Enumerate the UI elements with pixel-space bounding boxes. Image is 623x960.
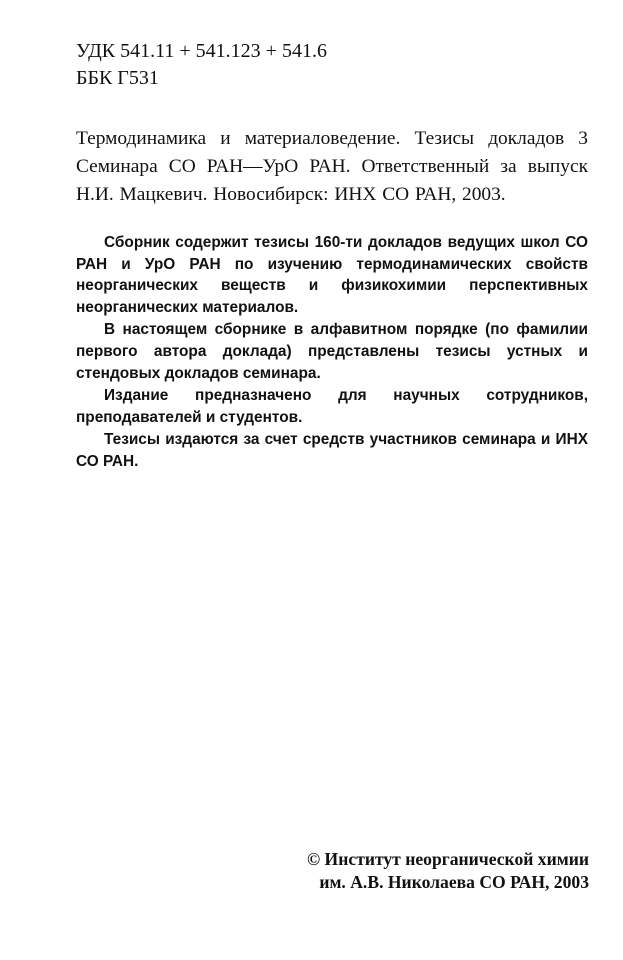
udk-code: УДК 541.11 + 541.123 + 541.6 [76,40,327,62]
copyright-line: им. А.В. Николаева СО РАН, 2003 [319,872,589,892]
abstract-paragraph: В настоящем сборнике в алфавитном порядке (по фамилии первого автора доклада) представлены тезисы устных и стендовых докладов семинара. [76,321,588,382]
copyright-line: © Институт неорганической химии [307,849,589,869]
bbk-code: ББК Г531 [76,67,159,89]
abstract [76,232,588,474]
abstract-paragraph: Тезисы издаются за счет средств участников семинара и ИНХ СО РАН. [76,431,588,470]
classification-codes [76,38,327,92]
copyright-notice [307,848,589,894]
bibliographic-entry: Термодинамика и материаловедение. Тезисы докладов 3 Семинара СО РАН—УрО РАН. Ответственный за выпуск Н.И. Мацкевич. Новосибирск: ИНХ СО РАН, 2003. [76,128,588,205]
abstract-paragraph: Сборник содержит тезисы 160-ти докладов ведущих школ СО РАН и УрО РАН по изучению термодинамических свойств неорганических веществ и физикохимии перспективных неорганических материалов. [76,234,588,316]
abstract-paragraph: Издание предназначено для научных сотрудников, преподавателей и студентов. [76,387,588,426]
